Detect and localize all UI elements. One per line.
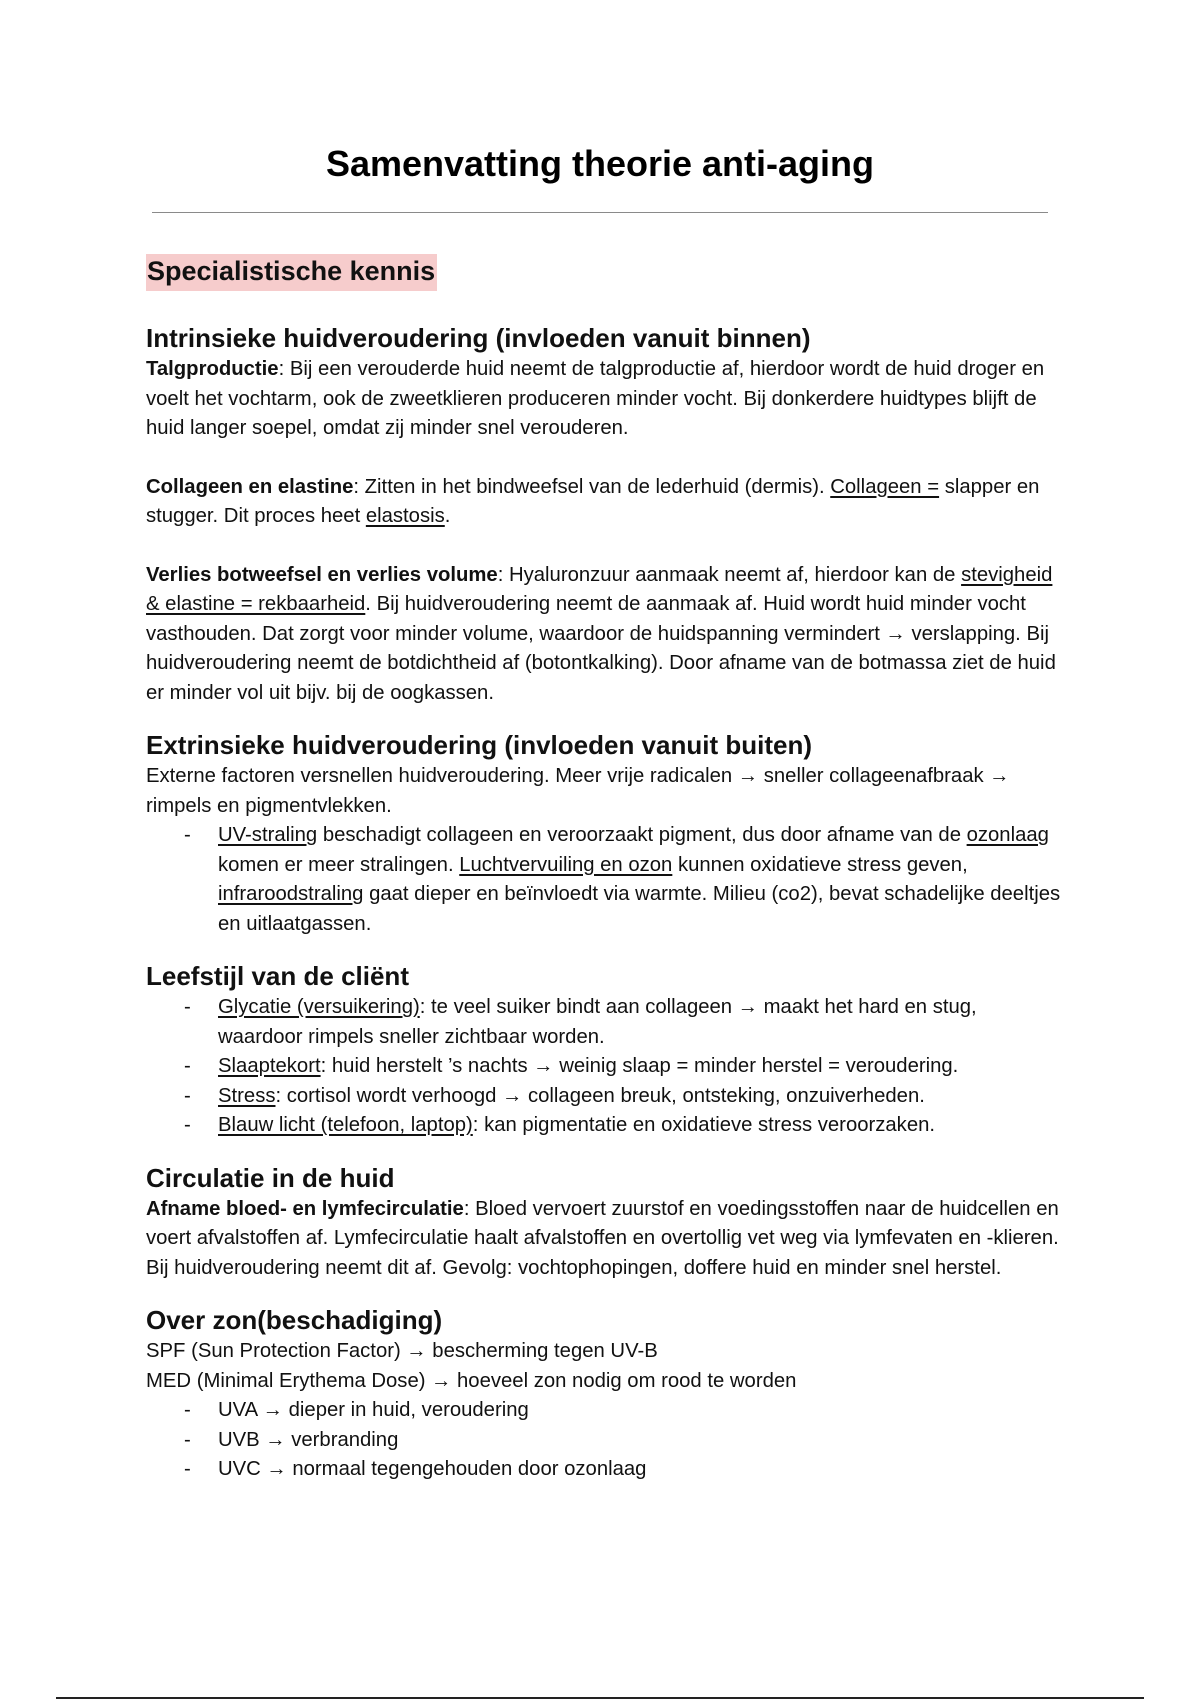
underline-ozonlaag: ozonlaag xyxy=(966,824,1049,846)
list-item: - UVA → dieper in huid, veroudering xyxy=(146,1396,1061,1426)
line-med: MED (Minimal Erythema Dose) → hoeveel zon nodig om rood te worden xyxy=(146,1369,797,1392)
paragraph-circulation xyxy=(146,1195,1061,1284)
underline-elastosis: elastosis xyxy=(365,505,445,527)
list-item-text: : huid herstelt ’s nachts → weinig slaap = minder herstel = veroudering. xyxy=(320,1055,959,1077)
page-title: Samenvatting theorie anti-aging xyxy=(325,143,875,184)
text-botweefsel-1: : Hyaluronzuur aanmaak neemt af, hierdoor kan de xyxy=(497,563,962,586)
list-item-text: gaat dieper en beïnvloedt via warmte. Milieu (co2), bevat schadelijke deeltjes en uitlaatgassen. xyxy=(218,883,1061,935)
list-item-term: Stress xyxy=(218,1084,276,1107)
list-item-text: kunnen oxidatieve stress geven, xyxy=(672,853,968,876)
list-item: - UVC → normaal tegengehouden door ozonlaag xyxy=(146,1455,1061,1485)
heading-circulation: Circulatie in de huid xyxy=(146,1162,395,1193)
uv-list xyxy=(146,1396,1061,1485)
line-spf: SPF (Sun Protection Factor) → bescherming tegen UV-B xyxy=(146,1340,658,1362)
list-item: - UVB → verbranding xyxy=(146,1426,1061,1456)
heading-intrinsic: Intrinsieke huidveroudering (invloeden vanuit binnen) xyxy=(146,323,811,353)
text-collageen-2: slapper en stugger. Dit proces heet xyxy=(146,475,1040,527)
underline-stevigheid: stevigheid & elastine = rekbaarheid xyxy=(146,563,1053,615)
paragraph-botweefsel xyxy=(146,561,1061,709)
list-item xyxy=(146,1082,1061,1112)
list-item xyxy=(146,821,1061,939)
extrinsic-list xyxy=(146,821,1061,939)
list-item-text: : kan pigmentatie en oxidatieve stress veroorzaken. xyxy=(472,1114,936,1136)
underline-uv-straling: UV-straling xyxy=(218,824,318,846)
underline-luchtvervuiling: Luchtvervuiling en ozon xyxy=(459,853,673,876)
list-item-term: Glycatie (versuikering) xyxy=(218,996,420,1018)
term-botweefsel: Verlies botweefsel en verlies volume xyxy=(146,563,498,586)
list-item-text: : cortisol wordt verhoogd → collageen breuk, ontsteking, onzuiverheden. xyxy=(275,1084,925,1107)
lifestyle-list xyxy=(146,993,1061,1141)
document-body xyxy=(146,254,1061,1485)
paragraph-collageen xyxy=(146,473,1061,532)
list-item-text: : te veel suiker bindt aan collageen → maakt het hard en stug, waardoor rimpels sneller zichtbaar worden. xyxy=(218,996,977,1048)
heading-sun: Over zon(beschadiging) xyxy=(146,1305,443,1335)
text-talgproductie: : Bij een verouderde huid neemt de talgproductie af, hierdoor wordt de huid droger en voelt het vochtarm, ook de zweetklieren produceren minder vocht. Bij donkerdere huidtypes blijft de huid langer soepel, omdat zij minder snel verouderen. xyxy=(146,358,1045,439)
text-collageen-3: . xyxy=(444,505,451,527)
underline-collageen: Collageen = xyxy=(830,475,940,498)
bottom-divider xyxy=(56,1697,1144,1699)
term-talgproductie: Talgproductie xyxy=(146,358,279,380)
underline-infraroodstraling: infraroodstraling xyxy=(218,883,364,905)
term-circulation: Afname bloed- en lymfecirculatie xyxy=(146,1197,464,1220)
text-collageen-1: : Zitten in het bindweefsel van de lederhuid (dermis). xyxy=(353,475,831,498)
text-circulation: : Bloed vervoert zuurstof en voedingsstoffen naar de huidcellen en voert afvalstoffen af. Lymfecirculatie haalt afvalstoffen en overtollig vet weg via lymfevaten en -klieren. Bij huidveroudering neemt dit af. Gevolg: vochtophopingen, doffere huid en minder snel herstel. xyxy=(146,1197,1059,1279)
paragraph-talgproductie xyxy=(146,355,1061,444)
term-collageen: Collageen en elastine xyxy=(146,475,354,498)
list-item-text: beschadigt collageen en veroorzaakt pigment, dus door afname van de xyxy=(317,824,967,846)
list-item-text: komen er meer stralingen. xyxy=(218,853,460,876)
list-item xyxy=(146,1111,1061,1141)
paragraph-extrinsic-intro: Externe factoren versnellen huidveroudering. Meer vrije radicalen → sneller collageenafbraak → rimpels en pigmentvlekken. xyxy=(146,765,1010,817)
heading-lifestyle: Leefstijl van de cliënt xyxy=(146,961,409,991)
title-divider xyxy=(152,212,1048,213)
section-heading-specialistische-kennis: Specialistische kennis xyxy=(146,254,437,291)
list-item-term: Blauw licht (telefoon, laptop) xyxy=(218,1114,473,1136)
list-item xyxy=(146,1052,1061,1082)
text-botweefsel-2: . Bij huidveroudering neemt de aanmaak af. Huid wordt huid minder vocht vasthouden. Dat zorgt voor minder volume, waardoor de huidspanning vermindert → verslapping. Bij huidveroudering neemt de botdichtheid af (botontkalking). Door afname van de botmassa ziet de huid er minder vol uit bijv. bij de oogkassen. xyxy=(146,593,1056,704)
list-item xyxy=(146,993,1061,1052)
list-item-term: Slaaptekort xyxy=(218,1055,321,1077)
heading-extrinsic: Extrinsieke huidveroudering (invloeden vanuit buiten) xyxy=(146,730,812,760)
